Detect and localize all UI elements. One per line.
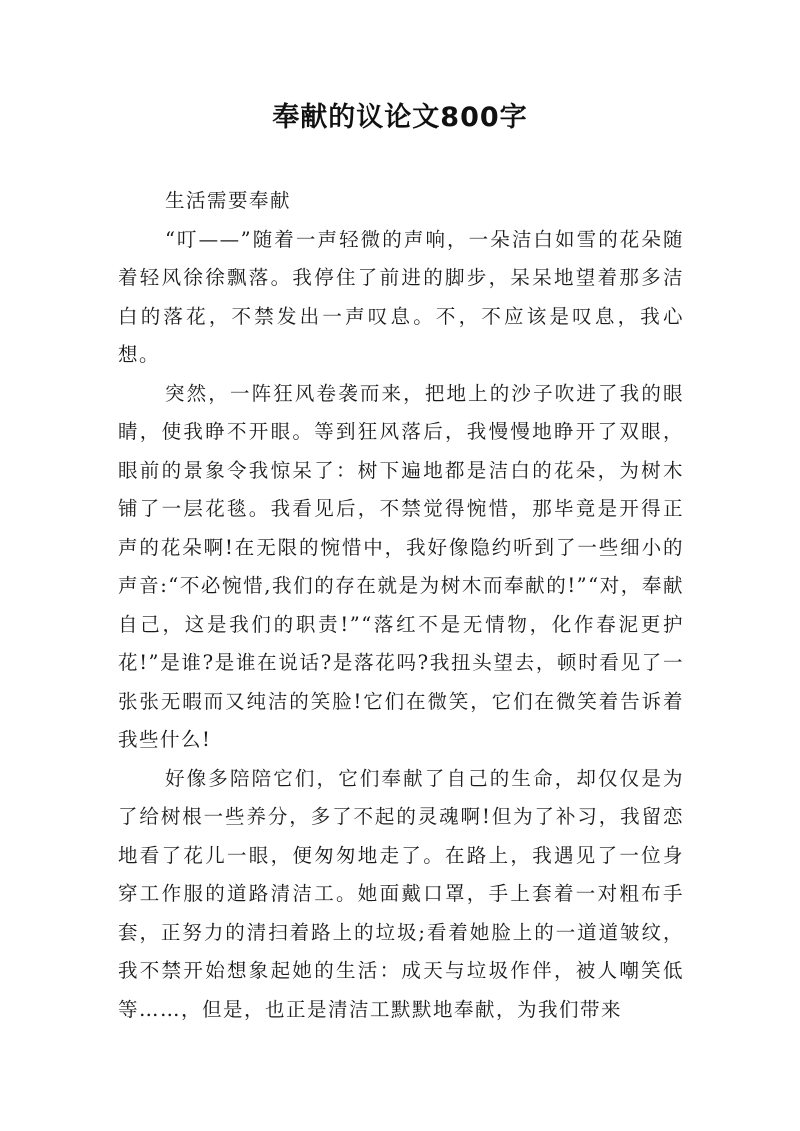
document-title: 奉献的议论文800字 (272, 102, 528, 133)
document-body (118, 182, 684, 1029)
paragraph-3: 好像多陪陪它们，它们奉献了自己的生命，却仅仅是为了给树根一些养分，多了不起的灵魂啊!但为了补习，我留恋地看了花儿一眼，便匆匆地走了。在路上，我遇见了一位身穿工作服的道路清洁工。她面戴口罩，手上套着一对粗布手套，正努力的清扫着路上的垃圾;看着她脸上的一道道皱纹，我不禁开始想象起她的生活：成天与垃圾作伴，被人嘲笑低等……，但是，也正是清洁工默默地奉献，为我们带来 (118, 766, 684, 1021)
paragraph-1: “叮——”随着一声轻微的声响，一朵洁白如雪的花朵随着轻风徐徐飘落。我停住了前进的脚步，呆呆地望着那多洁白的落花，不禁发出一声叹息。不，不应该是叹息，我心想。 (118, 227, 684, 366)
paragraph-subtitle: 生活需要奉献 (165, 189, 292, 212)
paragraph-2: 突然，一阵狂风卷袭而来，把地上的沙子吹进了我的眼睛，使我睁不开眼。等到狂风落后，我慢慢地睁开了双眼，眼前的景象令我惊呆了：树下遍地都是洁白的花朵，为树木铺了一层花毯。我看见后，不禁觉得惋惜，那毕竟是开得正声的花朵啊!在无限的惋惜中，我好像隐约听到了一些细小的声音:“不必惋惜,我们的存在就是为树木而奉献的!”“对，奉献自己，这是我们的职责!”“落红不是无情物，化作春泥更护花!”是谁?是谁在说话?是落花吗?我扭头望去，顿时看见了一张张无暇而又纯洁的笑脸!它们在微笑，它们在微笑着告诉着我些什么! (118, 381, 684, 751)
